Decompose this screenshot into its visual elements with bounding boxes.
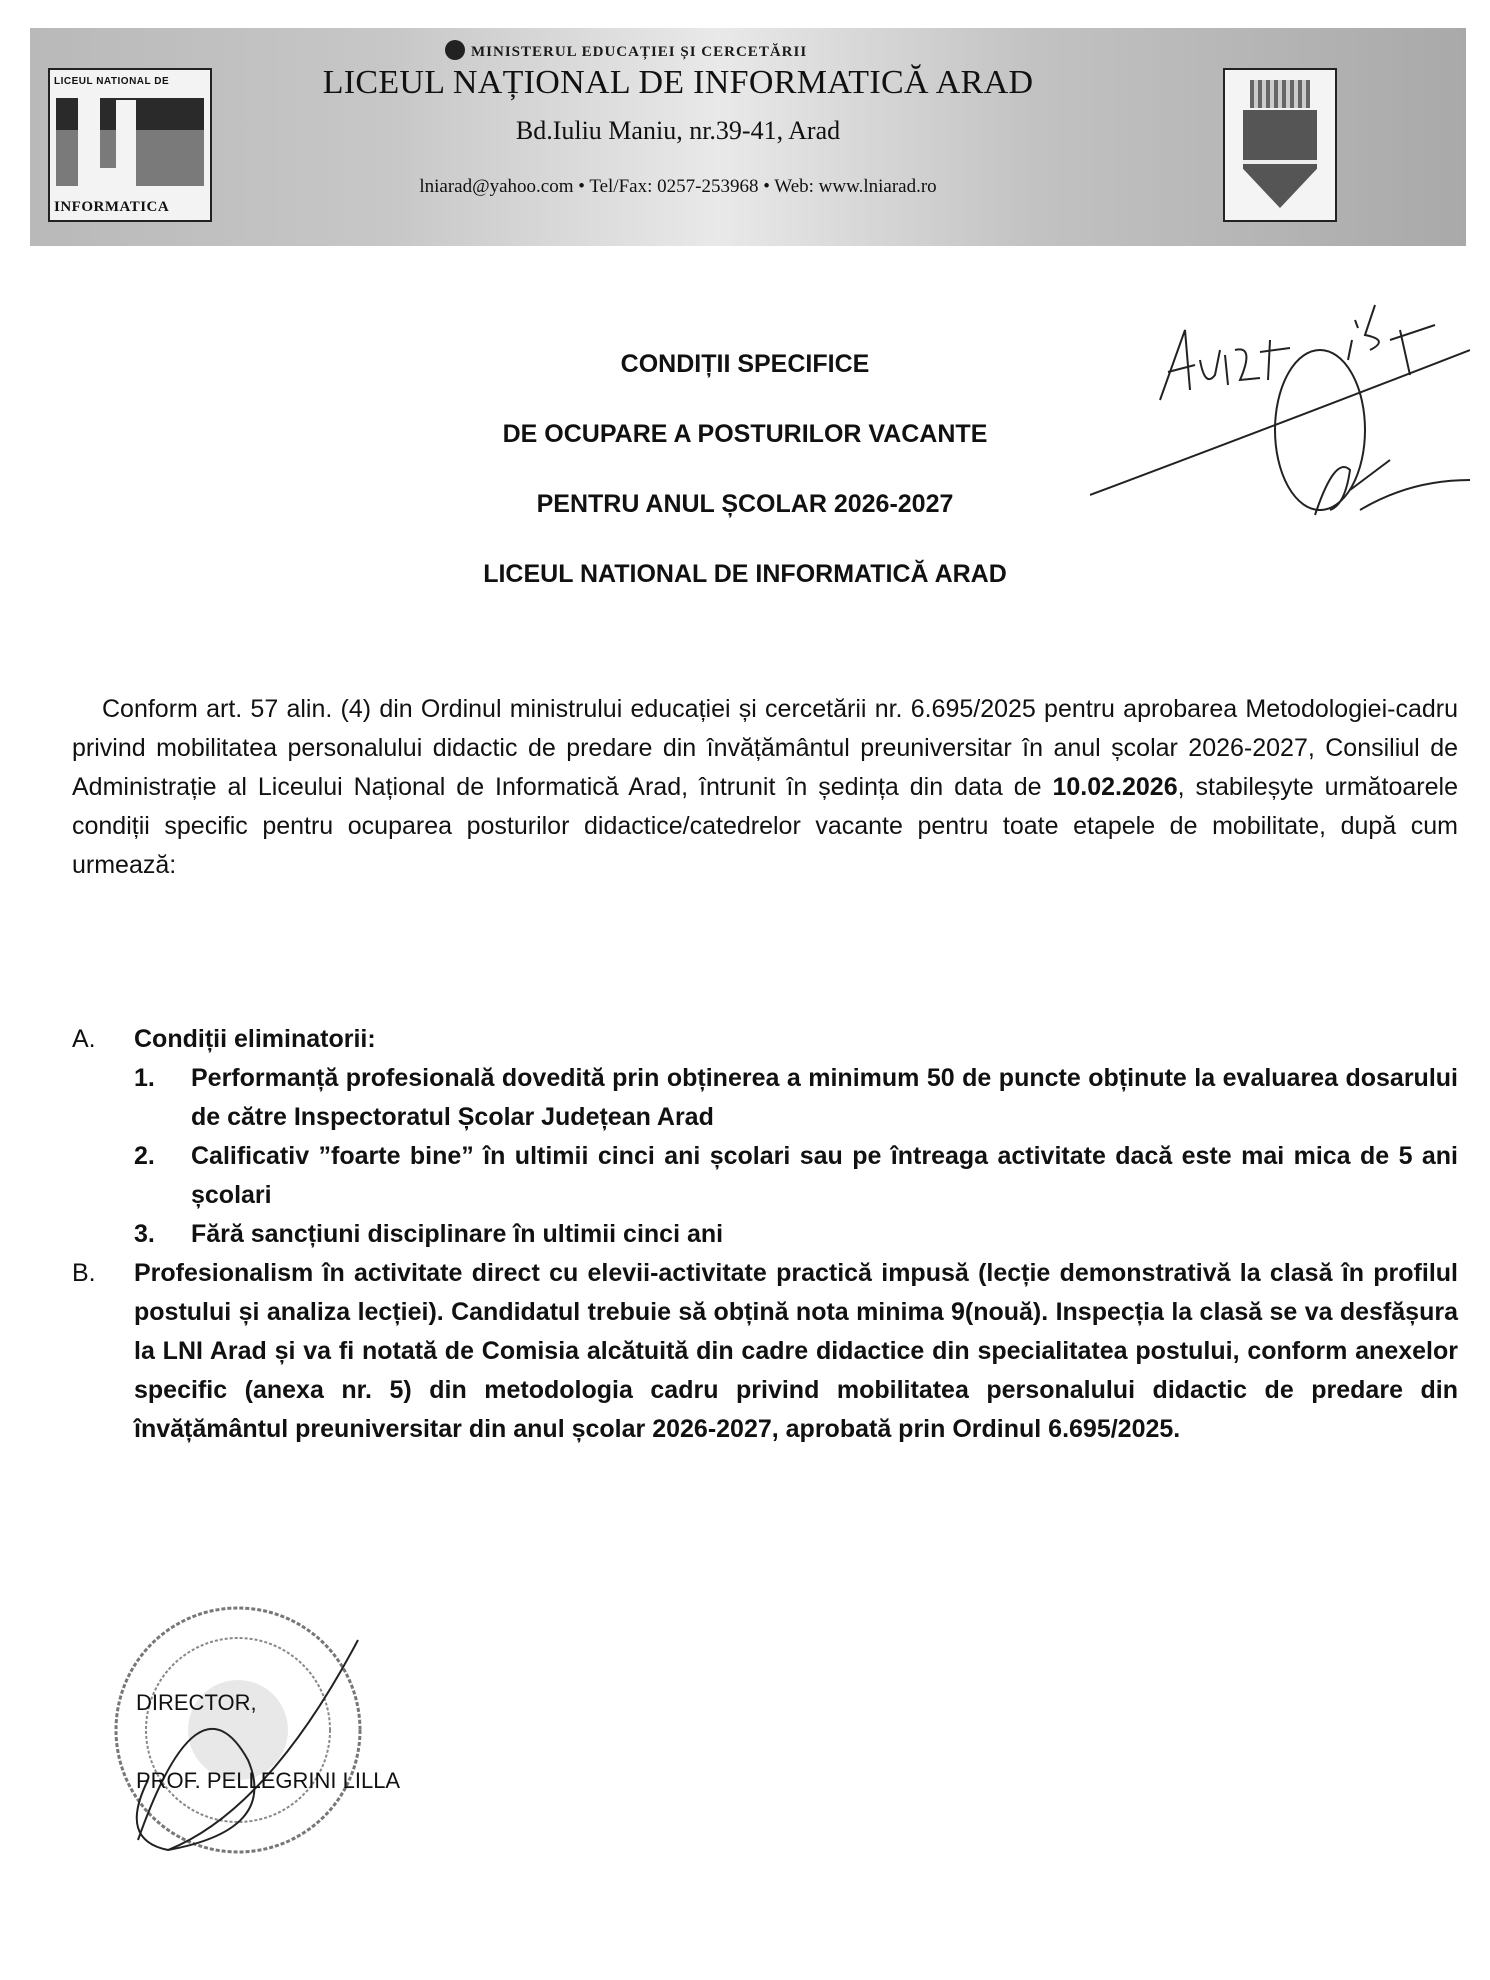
- item-number: 1.: [134, 1064, 155, 1092]
- letterhead: [30, 28, 1466, 246]
- school-name: LICEUL NAȚIONAL DE INFORMATICĂ ARAD: [322, 64, 1034, 101]
- list-item: [134, 1137, 1458, 1215]
- item-text: Calificativ ”foarte bine” în ultimii cinci ani școlari sau pe întreaga activitate dacă este mai mica de 5 ani școlari: [191, 1142, 1458, 1209]
- logo-bottom-text: INFORMATICA: [54, 199, 170, 215]
- intro-text: Conform art. 57 alin. (4) din Ordinul ministrului educației și cercetării nr. 6.695/2025 pentru aprobarea Metodologiei-cadru privind mobilitatea personalului didactic de predare din învățământul preuniversitar în anul școlar 2026-2027, Consiliul de Administrație al Liceului Național de Informatică Arad, întrunit în ședința din data de: [72, 695, 1458, 801]
- section-title: Condiții eliminatorii:: [134, 1025, 376, 1053]
- meeting-date: 10.02.2026: [1052, 773, 1178, 801]
- section-label: B.: [72, 1259, 96, 1287]
- logo-letter-n: [116, 100, 136, 186]
- title-line-2: DE OCUPARE A POSTURILOR VACANTE: [502, 420, 988, 448]
- approval-signature: [1090, 280, 1470, 530]
- section-label: A.: [72, 1025, 96, 1053]
- ministry-name: MINISTERUL EDUCAȚIEI ȘI CERCETĂRII: [471, 44, 808, 60]
- contact-email: lniarad@yahoo.com: [419, 176, 574, 197]
- county-crest-icon: [1223, 68, 1337, 222]
- list-item: [134, 1215, 1458, 1254]
- ministry-seal-icon: [445, 40, 465, 60]
- section-text: Profesionalism în activitate direct cu elevii-activitate practică impusă (lecție demonstrativă la clasă în profilul postului și analiza lecției). Candidatul trebuie să obțină nota minima 9(nouă). Inspecția la clasă se va desfășura la LNI Arad și va fi notată de Comisia alcătuită din cadre didactice din specialitatea postului, conform anexelor specific (anexa nr. 5) din metodologia cadru privind mobilitatea personalului didactic de predare din învățământul preuniversitar din anul școlar 2026-2027, aprobată prin Ordinul 6.695/2025.: [134, 1259, 1458, 1443]
- contact-web: Web: www.lniarad.ro: [774, 176, 937, 197]
- title-line-4: LICEUL NATIONAL DE INFORMATICĂ ARAD: [483, 560, 1007, 588]
- contact-line: [178, 176, 1178, 198]
- section-a: [72, 1020, 1458, 1059]
- list-item: [134, 1059, 1458, 1137]
- school-stamp: [108, 1600, 368, 1860]
- item-text: Fără sancțiuni disciplinare în ultimii cinci ani: [191, 1220, 724, 1248]
- signatory-role: DIRECTOR,: [136, 1690, 257, 1715]
- handwriting-flourish: [1315, 460, 1470, 515]
- handwriting-vizat: [1200, 349, 1260, 385]
- bullet-separator: •: [578, 176, 585, 197]
- conditions-list: [72, 1020, 1458, 1449]
- item-number: 3.: [134, 1220, 155, 1248]
- title-line-1: CONDIȚII SPECIFICE: [620, 350, 870, 378]
- handwriting-isj: [1348, 305, 1379, 360]
- handwriting-stroke: [1090, 350, 1470, 495]
- crest-crown: [1250, 80, 1310, 108]
- handwriting-t: [1260, 340, 1290, 380]
- item-number: 2.: [134, 1142, 155, 1170]
- bullet-separator: •: [763, 176, 770, 197]
- school-address: Bd.Iuliu Maniu, nr.39-41, Arad: [515, 116, 841, 145]
- handwriting-loop: [1275, 350, 1365, 510]
- intro-paragraph: [72, 690, 1458, 885]
- handwriting-j: [1390, 325, 1435, 375]
- intro-text-end: , stabileșyte următoarele condiții specific pentru ocuparea posturilor didactice/catedrelor vacante pentru toate etapele de mobilitate, după cum urmează:: [72, 773, 1458, 879]
- contact-phone: Tel/Fax: 0257-253968: [589, 176, 759, 197]
- signatory-name: PROF. PELLEGRINI LILLA: [136, 1768, 401, 1793]
- handwriting-a: [1160, 330, 1195, 400]
- section-b: [72, 1254, 1458, 1449]
- item-text: Performanță profesională dovedită prin obținerea a minimum 50 de puncte obținute la evaluarea dosarului de către Inspectoratul Școlar Județean Arad: [191, 1064, 1458, 1131]
- crest-river: [1243, 160, 1317, 164]
- logo-top-text: LICEUL NATIONAL DE: [54, 76, 170, 87]
- ministry-line: [445, 40, 807, 61]
- title-line-3: PENTRU ANUL ȘCOLAR 2026-2027: [536, 490, 954, 518]
- crest-shield: [1243, 110, 1317, 208]
